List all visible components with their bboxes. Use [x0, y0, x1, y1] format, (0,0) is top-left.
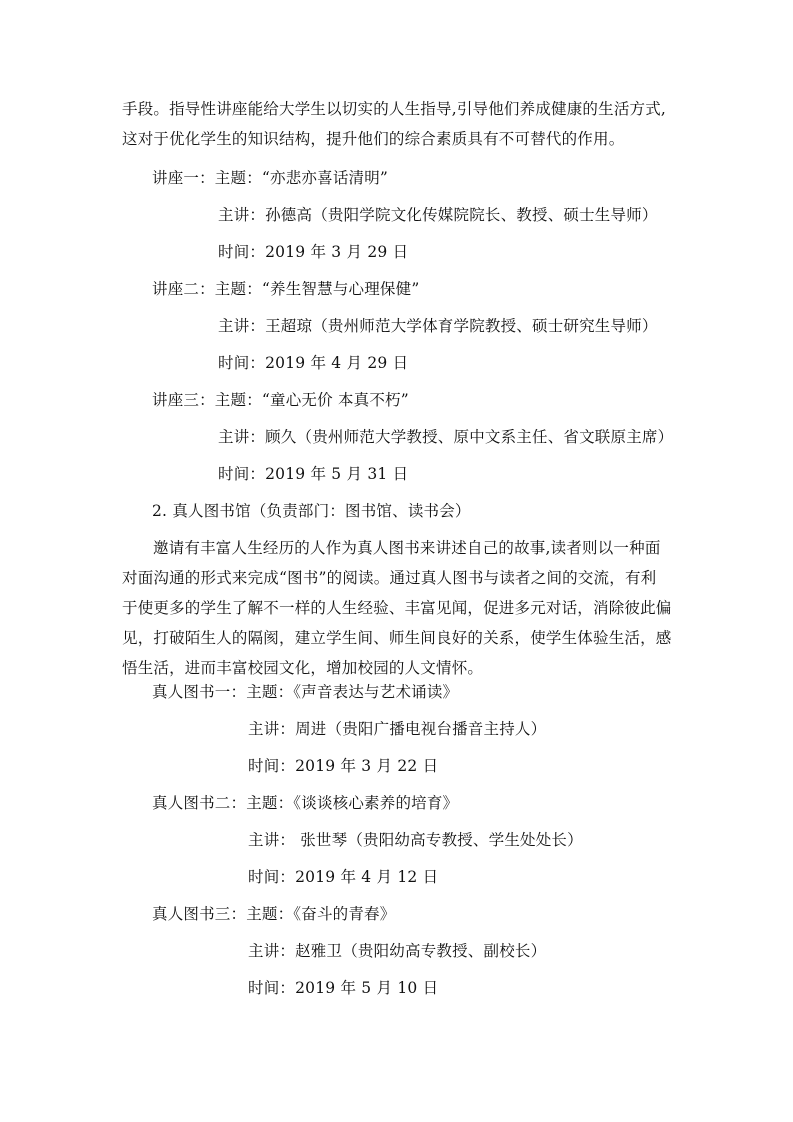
- book-1-speaker: 主讲：周进（贵阳广播电视台播音主持人）: [248, 720, 547, 738]
- section-2-line-3: 于使更多的学生了解不一样的人生经验、丰富见闻，促进多元对话，消除彼此偏: [122, 599, 672, 617]
- lecture-2-title: 讲座二：主题：“养生智慧与心理保健”: [152, 280, 420, 298]
- book-3-time: 时间：2019 年 5 月 10 日: [248, 979, 439, 997]
- lecture-1-time: 时间：2019 年 3 月 29 日: [218, 243, 409, 261]
- lecture-3-time: 时间：2019 年 5 月 31 日: [218, 465, 409, 483]
- book-3-title: 真人图书三：主题：《奋斗的青春》: [152, 905, 396, 923]
- lecture-2-speaker: 主讲：王超琼（贵州师范大学体育学院教授、硕士研究生导师）: [218, 317, 658, 335]
- lecture-3-speaker: 主讲：顾久（贵州师范大学教授、原中文系主任、省文联原主席）: [218, 428, 674, 446]
- section-2-line-5: 悟生活，进而丰富校园文化，增加校园的人文情怀。: [122, 659, 484, 677]
- section-2-line-4: 见，打破陌生人的隔阂，建立学生间、师生间良好的关系，使学生体验生活，感: [122, 629, 672, 647]
- section-2-paragraph: [122, 533, 674, 683]
- section-2-line-2: 对面沟通的形式来完成“图书”的阅读。通过真人图书与读者之间的交流，有利: [122, 569, 657, 587]
- intro-line-2: 这对于优化学生的知识结构，提升他们的综合素质具有不可替代的作用。: [122, 130, 625, 148]
- lecture-1-speaker: 主讲：孙德高（贵阳学院文化传媒院院长、教授、硕士生导师）: [218, 206, 658, 224]
- lecture-1-title: 讲座一：主题：“亦悲亦喜话清明”: [152, 169, 389, 187]
- book-1-time: 时间：2019 年 3 月 22 日: [248, 757, 439, 775]
- intro-paragraph: [122, 94, 674, 154]
- book-1-title: 真人图书一：主题：《声音表达与艺术诵读》: [152, 683, 459, 701]
- book-2-time: 时间：2019 年 4 月 12 日: [248, 868, 439, 886]
- section-2-heading: 2. 真人图书馆（负责部门：图书馆、读书会）: [152, 502, 471, 520]
- intro-line-1: 手段。指导性讲座能给大学生以切实的人生指导,引导他们养成健康的生活方式,: [122, 100, 667, 118]
- lecture-3-title: 讲座三：主题：“童心无价 本真不朽”: [152, 391, 409, 409]
- book-3-speaker: 主讲：赵雅卫（贵阳幼高专教授、副校长）: [248, 942, 547, 960]
- section-2-line-1: 邀请有丰富人生经历的人作为真人图书来讲述自己的故事,读者则以一种面: [153, 539, 661, 557]
- book-2-title: 真人图书二：主题：《谈谈核心素养的培育》: [152, 794, 459, 812]
- book-2-speaker: 主讲： 张世琴（贵阳幼高专教授、学生处处长）: [248, 831, 583, 849]
- lecture-2-time: 时间：2019 年 4 月 29 日: [218, 354, 409, 372]
